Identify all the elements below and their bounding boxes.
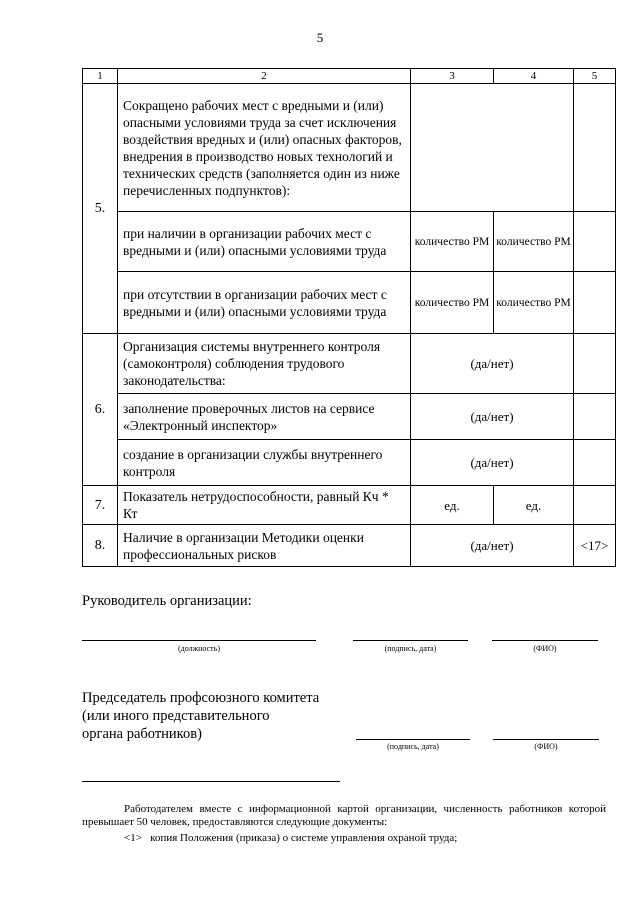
value-cell: количество РМ [411,272,494,334]
table-row [83,334,616,394]
row-number: 6. [83,334,118,486]
union-name-line [493,739,599,740]
table-row [83,84,616,212]
footnote-ref: <17> [574,525,616,567]
footnote-paragraph: Работодателем вместе с информационной картой организации, численность работников которой превышает 50 человек, предоставляются следующие документы: [82,803,606,828]
union-title-line-1: Председатель профсоюзного комитета [82,690,320,706]
row-number: 7. [83,486,118,525]
indicators-table [82,68,616,567]
footnote-item-1 [82,832,606,845]
position-line [82,640,316,641]
table-header-row [83,69,616,84]
header-cell: 5 [574,69,616,84]
row-text: Организация системы внутреннего контроля (самоконтроля) соблюдения трудового законодательства: [118,334,411,394]
row-text: при отсутствии в организации рабочих мест с вредными и (или) опасными условиями труда [118,272,411,334]
value-cell: ед. [411,486,494,525]
table-row [83,525,616,567]
footnote-marker: <1> [124,832,142,844]
row-text: заполнение проверочных листов на сервисе «Электронный инспектор» [118,394,411,440]
header-cell: 3 [411,69,494,84]
row-number: 5. [83,84,118,334]
table-row [83,394,616,440]
table-row [83,272,616,334]
row-text: создание в организации службы внутреннего контроля [118,440,411,486]
footnote-separator [82,781,340,782]
union-sign-line [356,739,470,740]
row-text: при наличии в организации рабочих мест с вредными и (или) опасными условиями труда [118,212,411,272]
union-sign-caption: (подпись, дата) [387,742,439,751]
table-row [83,486,616,525]
sign-line [353,640,468,641]
empty-cell [411,84,574,212]
name-caption: (ФИО) [533,644,557,653]
header-cell: 2 [118,69,411,84]
value-cell: количество РМ [494,272,574,334]
union-title-line-3: органа работников) [82,726,202,742]
value-cell: (да/нет) [411,440,574,486]
value-cell: ед. [494,486,574,525]
value-cell: (да/нет) [411,525,574,567]
header-cell: 1 [83,69,118,84]
value-cell: количество РМ [411,212,494,272]
empty-cell [574,212,616,272]
header-cell: 4 [494,69,574,84]
row-text: Показатель нетрудоспособности, равный Кч * Кт [118,486,411,525]
empty-cell [574,394,616,440]
name-line [492,640,598,641]
head-title: Руководитель организации: [82,593,252,609]
table-row [83,440,616,486]
position-caption: (должность) [178,644,220,653]
union-title-line-2: (или иного представительного [82,708,270,724]
row-text: Сокращено рабочих мест с вредными и (или) опасными условиями труда за счет исключения воздействия вредных и (или) опасных факторов, внедрения в производство новых технологий и технических средств (заполняется один из ниже перечисленных подпунктов): [118,84,411,212]
empty-cell [574,334,616,394]
value-cell: количество РМ [494,212,574,272]
empty-cell [574,84,616,212]
footnote-item-text: копия Положения (приказа) о системе управления охраной труда; [150,832,458,844]
union-name-caption: (ФИО) [534,742,558,751]
value-cell: (да/нет) [411,394,574,440]
value-cell: (да/нет) [411,334,574,394]
row-text: Наличие в организации Методики оценки профессиональных рисков [118,525,411,567]
sign-caption: (подпись, дата) [384,644,437,653]
empty-cell [574,440,616,486]
empty-cell [574,272,616,334]
empty-cell [574,486,616,525]
page-number: 5 [316,30,324,45]
row-number: 8. [83,525,118,567]
table-row [83,212,616,272]
